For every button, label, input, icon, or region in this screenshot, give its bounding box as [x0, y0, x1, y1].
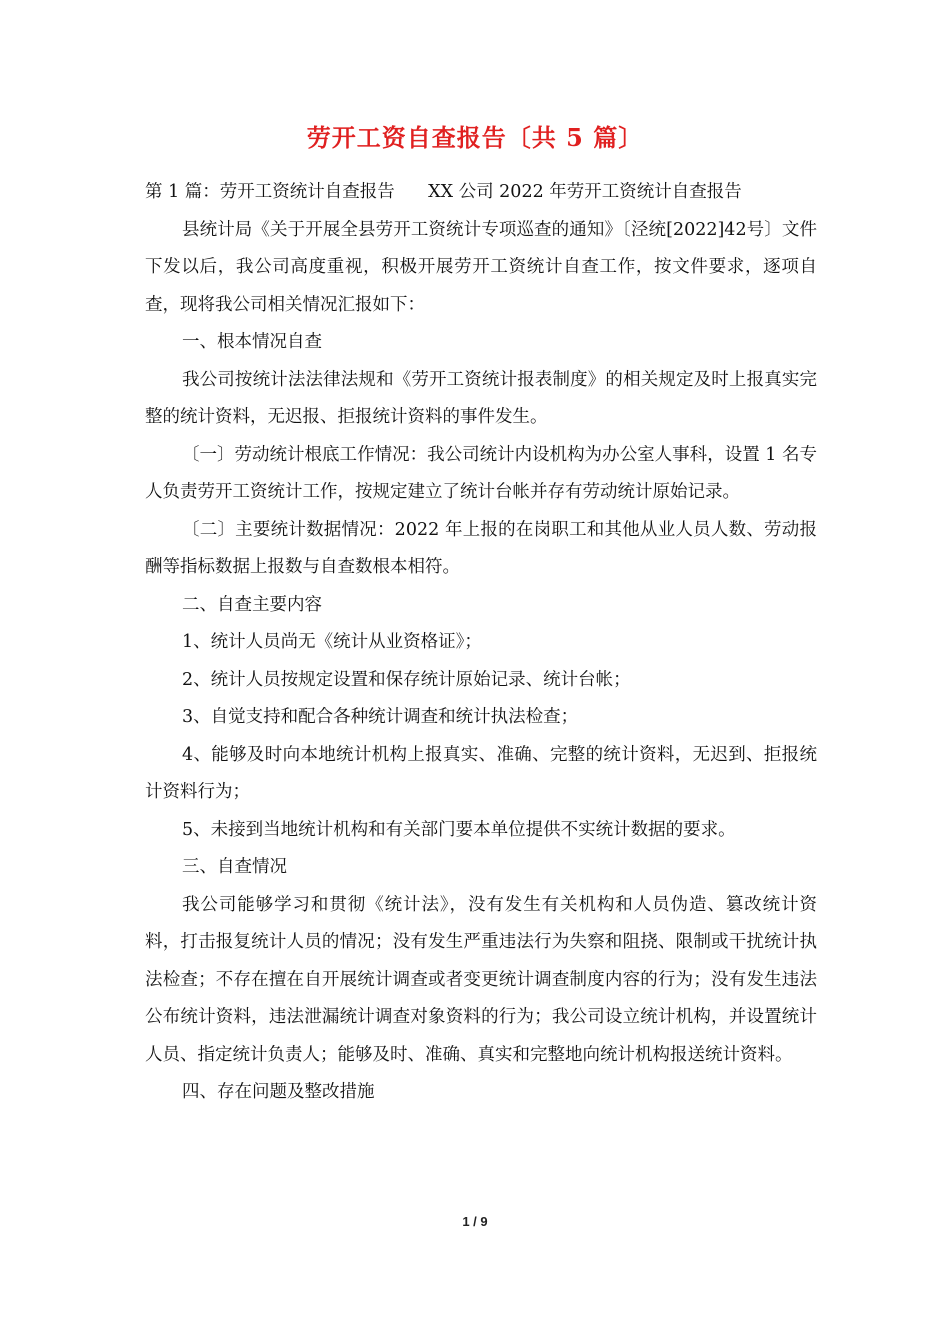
list-item: 1、统计人员尚无《统计从业资格证》；: [182, 632, 482, 652]
section-heading-2: 二、自查主要内容: [182, 594, 322, 615]
page-indicator: 1 / 9: [462, 1214, 488, 1229]
list-item: 5、未接到当地统计机构和有关部门要本单位提供不实统计数据的要求。: [182, 819, 736, 840]
list-item: 4、能够及时向本地统计机构上报真实、准确、完整的统计资料，无迟到、拒报统计资料行为；: [145, 744, 817, 802]
paragraph: 〔一〕劳动统计根底工作情况：我公司统计内设机构为办公室人事科，设置 1 名专人负责劳开工资统计工作，按规定建立了统计台帐并存有劳动统计原始记录。: [145, 444, 817, 502]
document-body: [145, 174, 817, 1112]
section-heading-part-1: 第 1 篇：劳开工资统计自查报告 XX 公司 2022 年劳开工资统计自查报告: [145, 182, 742, 202]
document-title: 劳开工资自查报告〔共 5 篇〕: [306, 123, 644, 152]
section-heading-1: 一、根本情况自查: [182, 332, 322, 352]
paragraph: 〔二〕主要统计数据情况：2022 年上报的在岗职工和其他从业人员人数、劳动报酬等指标数据上报数与自查数根本相符。: [145, 519, 817, 577]
section-heading-4: 四、存在问题及整改措施: [182, 1082, 375, 1102]
section-heading-3: 三、自查情况: [182, 857, 287, 877]
intro-paragraph: 县统计局《关于开展全县劳开工资统计专项巡查的通知》〔泾统[2022]42号〕文件下发以后，我公司高度重视，积极开展劳开工资统计自查工作，按文件要求，逐项自查，现将我公司相关情况汇报如下：: [145, 219, 817, 315]
list-item: 3、自觉支持和配合各种统计调查和统计执法检查；: [182, 707, 579, 727]
list-item: 2、统计人员按规定设置和保存统计原始记录、统计台帐；: [182, 669, 631, 690]
paragraph: 我公司能够学习和贯彻《统计法》，没有发生有关机构和人员伪造、篡改统计资料，打击报复统计人员的情况；没有发生严重违法行为失察和阻挠、限制或干扰统计执法检查；不存在擅在自开展统计调查或者变更统计调查制度内容的行为；没有发生违法公布统计资料，违法泄漏统计调查对象资料的行为；我公司设立统计机构，并设置统计人员、指定统计负责人；能够及时、准确、真实和完整地向统计机构报送统计资料。: [145, 894, 817, 1065]
paragraph: 我公司按统计法法律法规和《劳开工资统计报表制度》的相关规定及时上报真实完整的统计资料，无迟报、拒报统计资料的事件发生。: [145, 369, 817, 427]
